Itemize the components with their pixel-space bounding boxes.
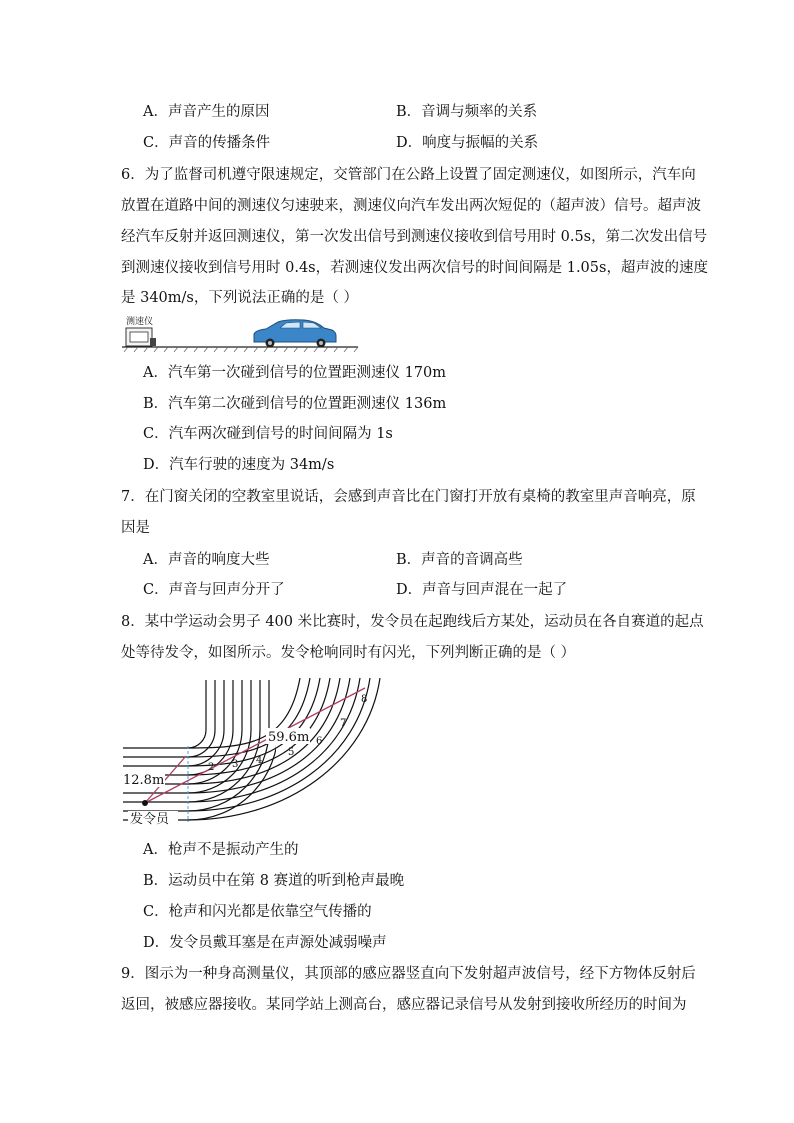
lane-number-2: 2: [208, 762, 215, 773]
q7-option-a: A．声音的响度大些: [143, 552, 270, 568]
lane-number-6: 6: [316, 736, 323, 747]
q6-option-c: C．汽车两次碰到信号的时间间隔为 1s: [143, 426, 393, 442]
q8-option-d: D．发令员戴耳塞是在声源处减弱噪声: [143, 935, 387, 951]
car: [254, 320, 336, 348]
q8-stem-line-1: 8．某中学运动会男子 400 米比赛时，发令员在起跑线后方某处，运动员在各自赛道的起点: [121, 614, 704, 630]
q5-option-b: B．音调与频率的关系: [396, 104, 538, 120]
q8-option-b: B．运动员中在第 8 赛道的听到枪声最晚: [143, 873, 405, 889]
q7-option-d: D．声音与回声混在一起了: [396, 582, 568, 598]
speed-detector: [126, 328, 156, 346]
q6-option-d: D．汽车行驶的速度为 34m/s: [143, 457, 335, 473]
q8-option-a: A．枪声不是振动产生的: [143, 842, 299, 858]
q8-option-c: C．枪声和闪光都是依靠空气传播的: [143, 904, 372, 920]
speed-detector-label: 测速仪: [126, 317, 154, 327]
lane-number-8: 8: [361, 694, 368, 705]
q7-option-c: C．声音与回声分开了: [143, 582, 285, 598]
q6-stem-line-4: 到测速仪接收到信号用时 0.4s，若测速仪发出两次信号的时间间隔是 1.05s，超声波的速度: [121, 260, 708, 276]
q5-option-d: D．响度与振幅的关系: [396, 135, 539, 151]
q8-stem-line-2: 处等待发令，如图所示。发令枪响同时有闪光，下列判断正确的是（ ）: [121, 645, 576, 661]
distance-long-label: 59.6m: [268, 730, 310, 745]
q5-option-a: A．声音产生的原因: [143, 104, 270, 120]
q9-stem-line-1: 9．图示为一种身高测量仪，其顶部的感应器竖直向下发射超声波信号，经下方物体反射后: [121, 966, 696, 982]
q6-stem-line-3: 经汽车反射并返回测速仪，第一次发出信号到测速仪接收到信号用时 0.5s，第二次发出信号: [121, 229, 708, 245]
q6-stem-line-1: 6．为了监督司机遵守限速规定，交管部门在公路上设置了固定测速仪，如图所示，汽车向: [121, 167, 696, 183]
lane-number-4: 4: [256, 755, 263, 766]
track-lanes: [123, 680, 278, 820]
ground-line: [122, 347, 358, 352]
lane-number-5: 5: [288, 747, 295, 758]
q6-stem-line-5: 是 340m/s，下列说法正确的是（ ）: [121, 290, 358, 306]
q6-option-b: B．汽车第二次碰到信号的位置距测速仪 136m: [143, 396, 447, 412]
q7-stem-line-1: 7．在门窗关闭的空教室里说话，会感到声音比在门窗打开放有桌椅的教室里声音响亮，原: [121, 489, 696, 505]
q9-stem-line-2: 返回，被感应器接收。某同学站上测高台，感应器记录信号从发射到接收所经历的时间为: [121, 997, 687, 1013]
q7-stem-line-2: 因是: [121, 520, 150, 536]
q6-option-a: A．汽车第一次碰到信号的位置距测速仪 170m: [143, 365, 447, 381]
q5-option-c: C．声音的传播条件: [143, 135, 271, 151]
lane-number-7: 7: [340, 718, 347, 729]
starter-point: [142, 800, 148, 806]
distance-short-label: 12.8m: [123, 773, 165, 788]
lane-number-3: 3: [232, 759, 239, 770]
q8-figure: [118, 670, 388, 830]
starter-label: 发令员: [130, 812, 170, 827]
q6-figure: [118, 312, 378, 354]
q7-option-b: B．声音的音调高些: [396, 552, 523, 568]
q6-stem-line-2: 放置在道路中间的测速仪匀速驶来，测速仪向汽车发出两次短促的（超声波）信号。超声波: [121, 198, 701, 214]
